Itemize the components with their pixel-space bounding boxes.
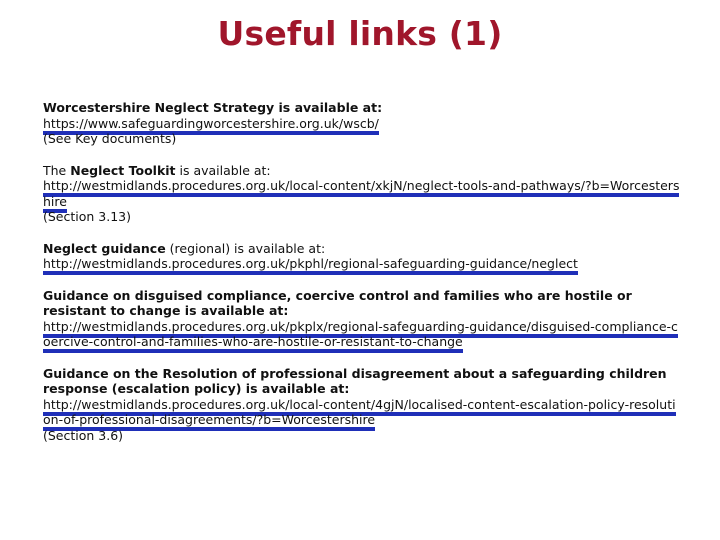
intro-bold: Neglect guidance: [43, 240, 166, 256]
disguised-compliance-section: [43, 288, 683, 350]
links-list: [43, 100, 683, 459]
section-intro: Worcestershire Neglect Strategy is available at:: [43, 100, 383, 115]
intro-suffix: (regional) is available at:: [165, 240, 326, 256]
section-note: (See Key documents): [43, 131, 177, 146]
section-intro: [43, 163, 683, 179]
neglect-toolkit-section: [43, 163, 683, 225]
escalation-policy-section: [43, 366, 683, 444]
neglect-guidance-section: [43, 241, 683, 272]
section-note: (Section 3.6): [43, 427, 124, 443]
escalation-policy-link[interactable]: http://westmidlands.procedures.org.uk/local-content/4gjN/localised-content-escalation-policy-resolution-of-professional-disagreements/?b=Worcestershire: [43, 397, 676, 432]
neglect-strategy-section: [43, 100, 683, 147]
section-intro: [43, 241, 683, 257]
intro-suffix: is available at:: [175, 162, 271, 178]
neglect-guidance-link[interactable]: http://westmidlands.procedures.org.uk/pkphl/regional-safeguarding-guidance/neglect: [43, 256, 578, 275]
neglect-toolkit-link[interactable]: http://westmidlands.procedures.org.uk/local-content/xkjN/neglect-tools-and-pathways/?b=Worcestershire: [43, 178, 679, 213]
slide-title: Useful links (1): [217, 14, 503, 53]
neglect-strategy-link[interactable]: https://www.safeguardingworcestershire.org.uk/wscb/: [43, 116, 379, 135]
section-intro: Guidance on disguised compliance, coercive control and families who are hostile or resistant to change is available at:: [43, 287, 632, 318]
disguised-compliance-link[interactable]: http://westmidlands.procedures.org.uk/pkplx/regional-safeguarding-guidance/disguised-compliance-coercive-control-and-families-who-are-hostile-or-resistant-to-change: [43, 319, 678, 354]
section-note: (Section 3.13): [43, 209, 132, 224]
section-intro: Guidance on the Resolution of professional disagreement about a safeguarding children response (escalation policy) is available at:: [43, 365, 667, 396]
intro-bold: Neglect Toolkit: [70, 162, 176, 178]
intro-prefix: The: [43, 162, 71, 178]
